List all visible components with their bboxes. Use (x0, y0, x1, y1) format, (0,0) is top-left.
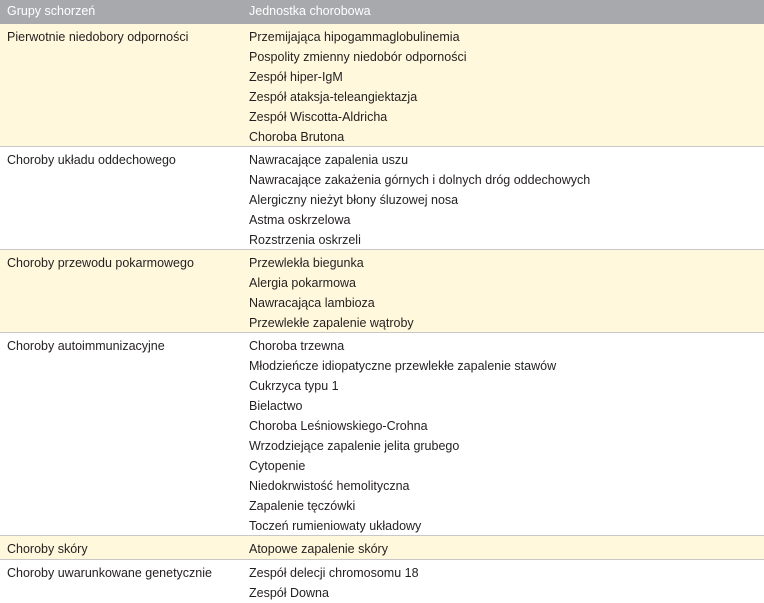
list-item: Choroba Leśniowskiego-Crohna (249, 419, 428, 433)
list-item: Zespół Wiscotta-Aldricha (249, 110, 388, 124)
unit-list (249, 336, 556, 536)
list-item: Przewlekła biegunka (249, 256, 364, 270)
table-row (0, 24, 764, 147)
list-item: Niedokrwistość hemolityczna (249, 479, 410, 493)
list-item: Alergia pokarmowa (249, 276, 356, 290)
list-item: Zapalenie tęczówki (249, 499, 356, 513)
list-item: Choroba trzewna (249, 339, 345, 353)
list-item: Astma oskrzelowa (249, 213, 351, 227)
group-label: Choroby skóry (7, 542, 88, 556)
list-item: Przewlekłe zapalenie wątroby (249, 316, 414, 330)
table-header (0, 0, 764, 24)
unit-list (249, 150, 590, 250)
group-label: Pierwotnie niedobory odporności (7, 30, 189, 44)
list-item: Nawracająca lambioza (249, 296, 375, 310)
unit-list (249, 563, 419, 603)
list-item: Rozstrzenia oskrzeli (249, 233, 361, 247)
list-item: Toczeń rumieniowaty układowy (249, 519, 422, 533)
header-group-column: Grupy schorzeń (7, 4, 96, 18)
list-item: Zespół hiper-IgM (249, 70, 343, 84)
table-row (0, 147, 764, 250)
group-label: Choroby układu oddechowego (7, 153, 176, 167)
list-item: Zespół Downa (249, 586, 329, 600)
list-item: Alergiczny nieżyt błony śluzowej nosa (249, 193, 459, 207)
list-item: Nawracające zapalenia uszu (249, 153, 409, 167)
group-label: Choroby uwarunkowane genetycznie (7, 566, 212, 580)
header-unit-column: Jednostka chorobowa (249, 4, 371, 18)
list-item: Cukrzyca typu 1 (249, 379, 339, 393)
list-item: Atopowe zapalenie skóry (249, 542, 388, 556)
table-row (0, 250, 764, 333)
table-row (0, 560, 764, 600)
table-row (0, 536, 764, 560)
list-item: Wrzodziejące zapalenie jelita grubego (249, 439, 460, 453)
list-item: Cytopenie (249, 459, 306, 473)
unit-list (249, 253, 414, 333)
table-row (0, 333, 764, 536)
group-label: Choroby przewodu pokarmowego (7, 256, 194, 270)
unit-list (249, 27, 467, 147)
list-item: Pospolity zmienny niedobór odporności (249, 50, 467, 64)
list-item: Młodzieńcze idiopatyczne przewlekłe zapalenie stawów (249, 359, 557, 373)
list-item: Zespół delecji chromosomu 18 (249, 566, 419, 580)
list-item: Bielactwo (249, 399, 303, 413)
list-item: Choroba Brutona (249, 130, 345, 144)
unit-list (249, 539, 388, 559)
list-item: Przemijająca hipogammaglobulinemia (249, 30, 460, 44)
list-item: Zespół ataksja-teleangiektazja (249, 90, 418, 104)
group-label: Choroby autoimmunizacyjne (7, 339, 165, 353)
list-item: Nawracające zakażenia górnych i dolnych dróg oddechowych (249, 173, 591, 187)
